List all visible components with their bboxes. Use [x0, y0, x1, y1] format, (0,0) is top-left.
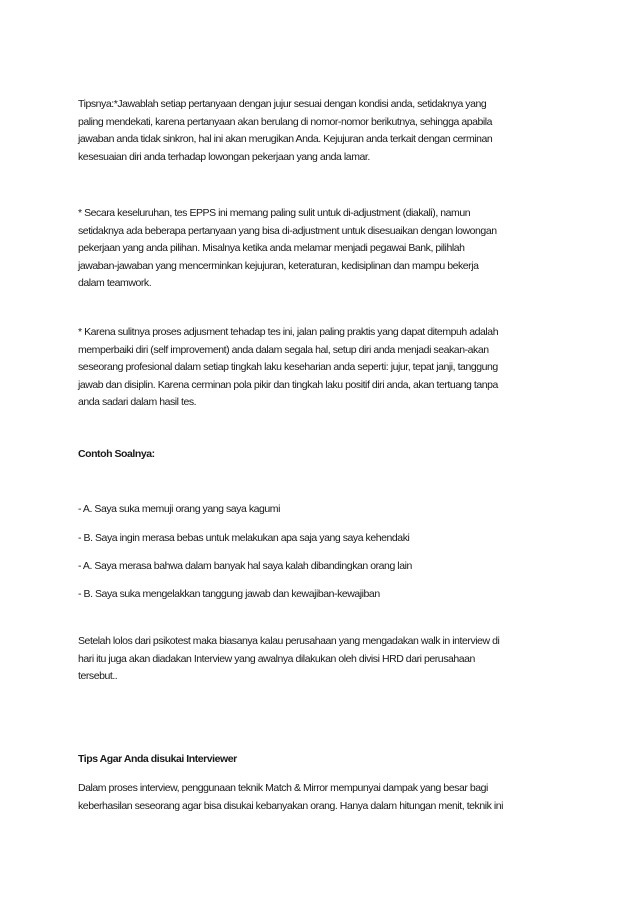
text-line: jawaban anda tidak sinkron, hal ini akan merugikan Anda. Kejujuran anda terkait dengan cerminan [78, 133, 493, 146]
text-line: Dalam proses interview, penggunaan teknik Match & Mirror mempunyai dampak yang besar bagi [78, 782, 488, 794]
text-line: seseorang profesional dalam setiap tingkah laku keseharian anda seperti: jujur, tepat janji, tanggung [78, 361, 498, 374]
option-item [78, 530, 568, 548]
text-line: Setelah lolos dari psikotest maka biasanya kalau perusahaan yang mengadakan walk in interview di [78, 635, 500, 647]
text-line: Tipsnya:*Jawablah setiap pertanyaan dengan jujur sesuai dengan kondisi anda, setidaknya yang [78, 98, 487, 110]
text-line: paling mendekati, karena pertanyaan akan berulang di nomor-nomor berikutnya, sehingga apabila [78, 115, 493, 128]
text-line: memperbaiki diri (self improvement) anda dalam segala hal, setup diri anda menjadi seakan-akan [78, 343, 489, 356]
heading-text: Contoh Soalnya: [78, 448, 155, 460]
heading-text: Tips Agar Anda disukai Interviewer [78, 753, 237, 765]
option-text: - B. Saya suka mengelakkan tanggung jawab dan kewajiban-kewajiban [78, 588, 380, 600]
option-text: - A. Saya merasa bahwa dalam banyak hal saya kalah dibandingkan orang lain [78, 560, 412, 572]
text-line: setidaknya ada beberapa pertanyaan yang bisa di-adjustment untuk disesuaikan dengan lowongan [78, 224, 497, 237]
text-line: hari itu juga akan diadakan Interview yang awalnya dilakukan oleh divisi HRD dari perusahaan [78, 652, 475, 665]
example-heading [78, 446, 568, 464]
text-line: tersebut.. [78, 670, 118, 683]
text-line: kesesuaian diri anda terhadap lowongan pekerjaan yang anda lamar. [78, 150, 370, 163]
option-item [78, 501, 568, 519]
text-line: pekerjaan yang anda pilihan. Misalnya ketika anda melamar menjadi pegawai Bank, pilihlah [78, 242, 465, 255]
adjustment-bullet-paragraph [78, 324, 568, 412]
option-item [78, 558, 568, 576]
text-line: * Karena sulitnya proses adjusment tehadap tes ini, jalan paling praktis yang dapat ditempuh adalah [78, 326, 499, 338]
text-line: jawab dan disiplin. Karena cerminan pola pikir dan tingkah laku positif diri anda, akan tertuang tanpa [78, 378, 498, 391]
tips-paragraph [78, 96, 568, 166]
text-line: dalam teamwork. [78, 277, 152, 290]
option-text: - B. Saya ingin merasa bebas untuk melakukan apa saja yang saya kehendaki [78, 532, 410, 544]
interviewer-heading [78, 751, 568, 769]
option-text: - A. Saya suka memuji orang yang saya kagumi [78, 503, 280, 515]
text-line: anda sadari dalam hasil tes. [78, 396, 197, 409]
option-item [78, 586, 568, 604]
epps-bullet-paragraph [78, 205, 568, 293]
text-line: jawaban-jawaban yang mencerminkan kejujuran, keteraturan, kedisiplinan dan mampu bekerja [78, 259, 479, 272]
interview-paragraph [78, 780, 568, 815]
after-psikotest-paragraph [78, 633, 568, 686]
text-line: keberhasilan seseorang agar bisa disukai kebanyakan orang. Hanya dalam hitungan menit, teknik ini [78, 799, 504, 812]
text-line: * Secara keseluruhan, tes EPPS ini memang paling sulit untuk di-adjustment (diakali), namun [78, 207, 471, 219]
